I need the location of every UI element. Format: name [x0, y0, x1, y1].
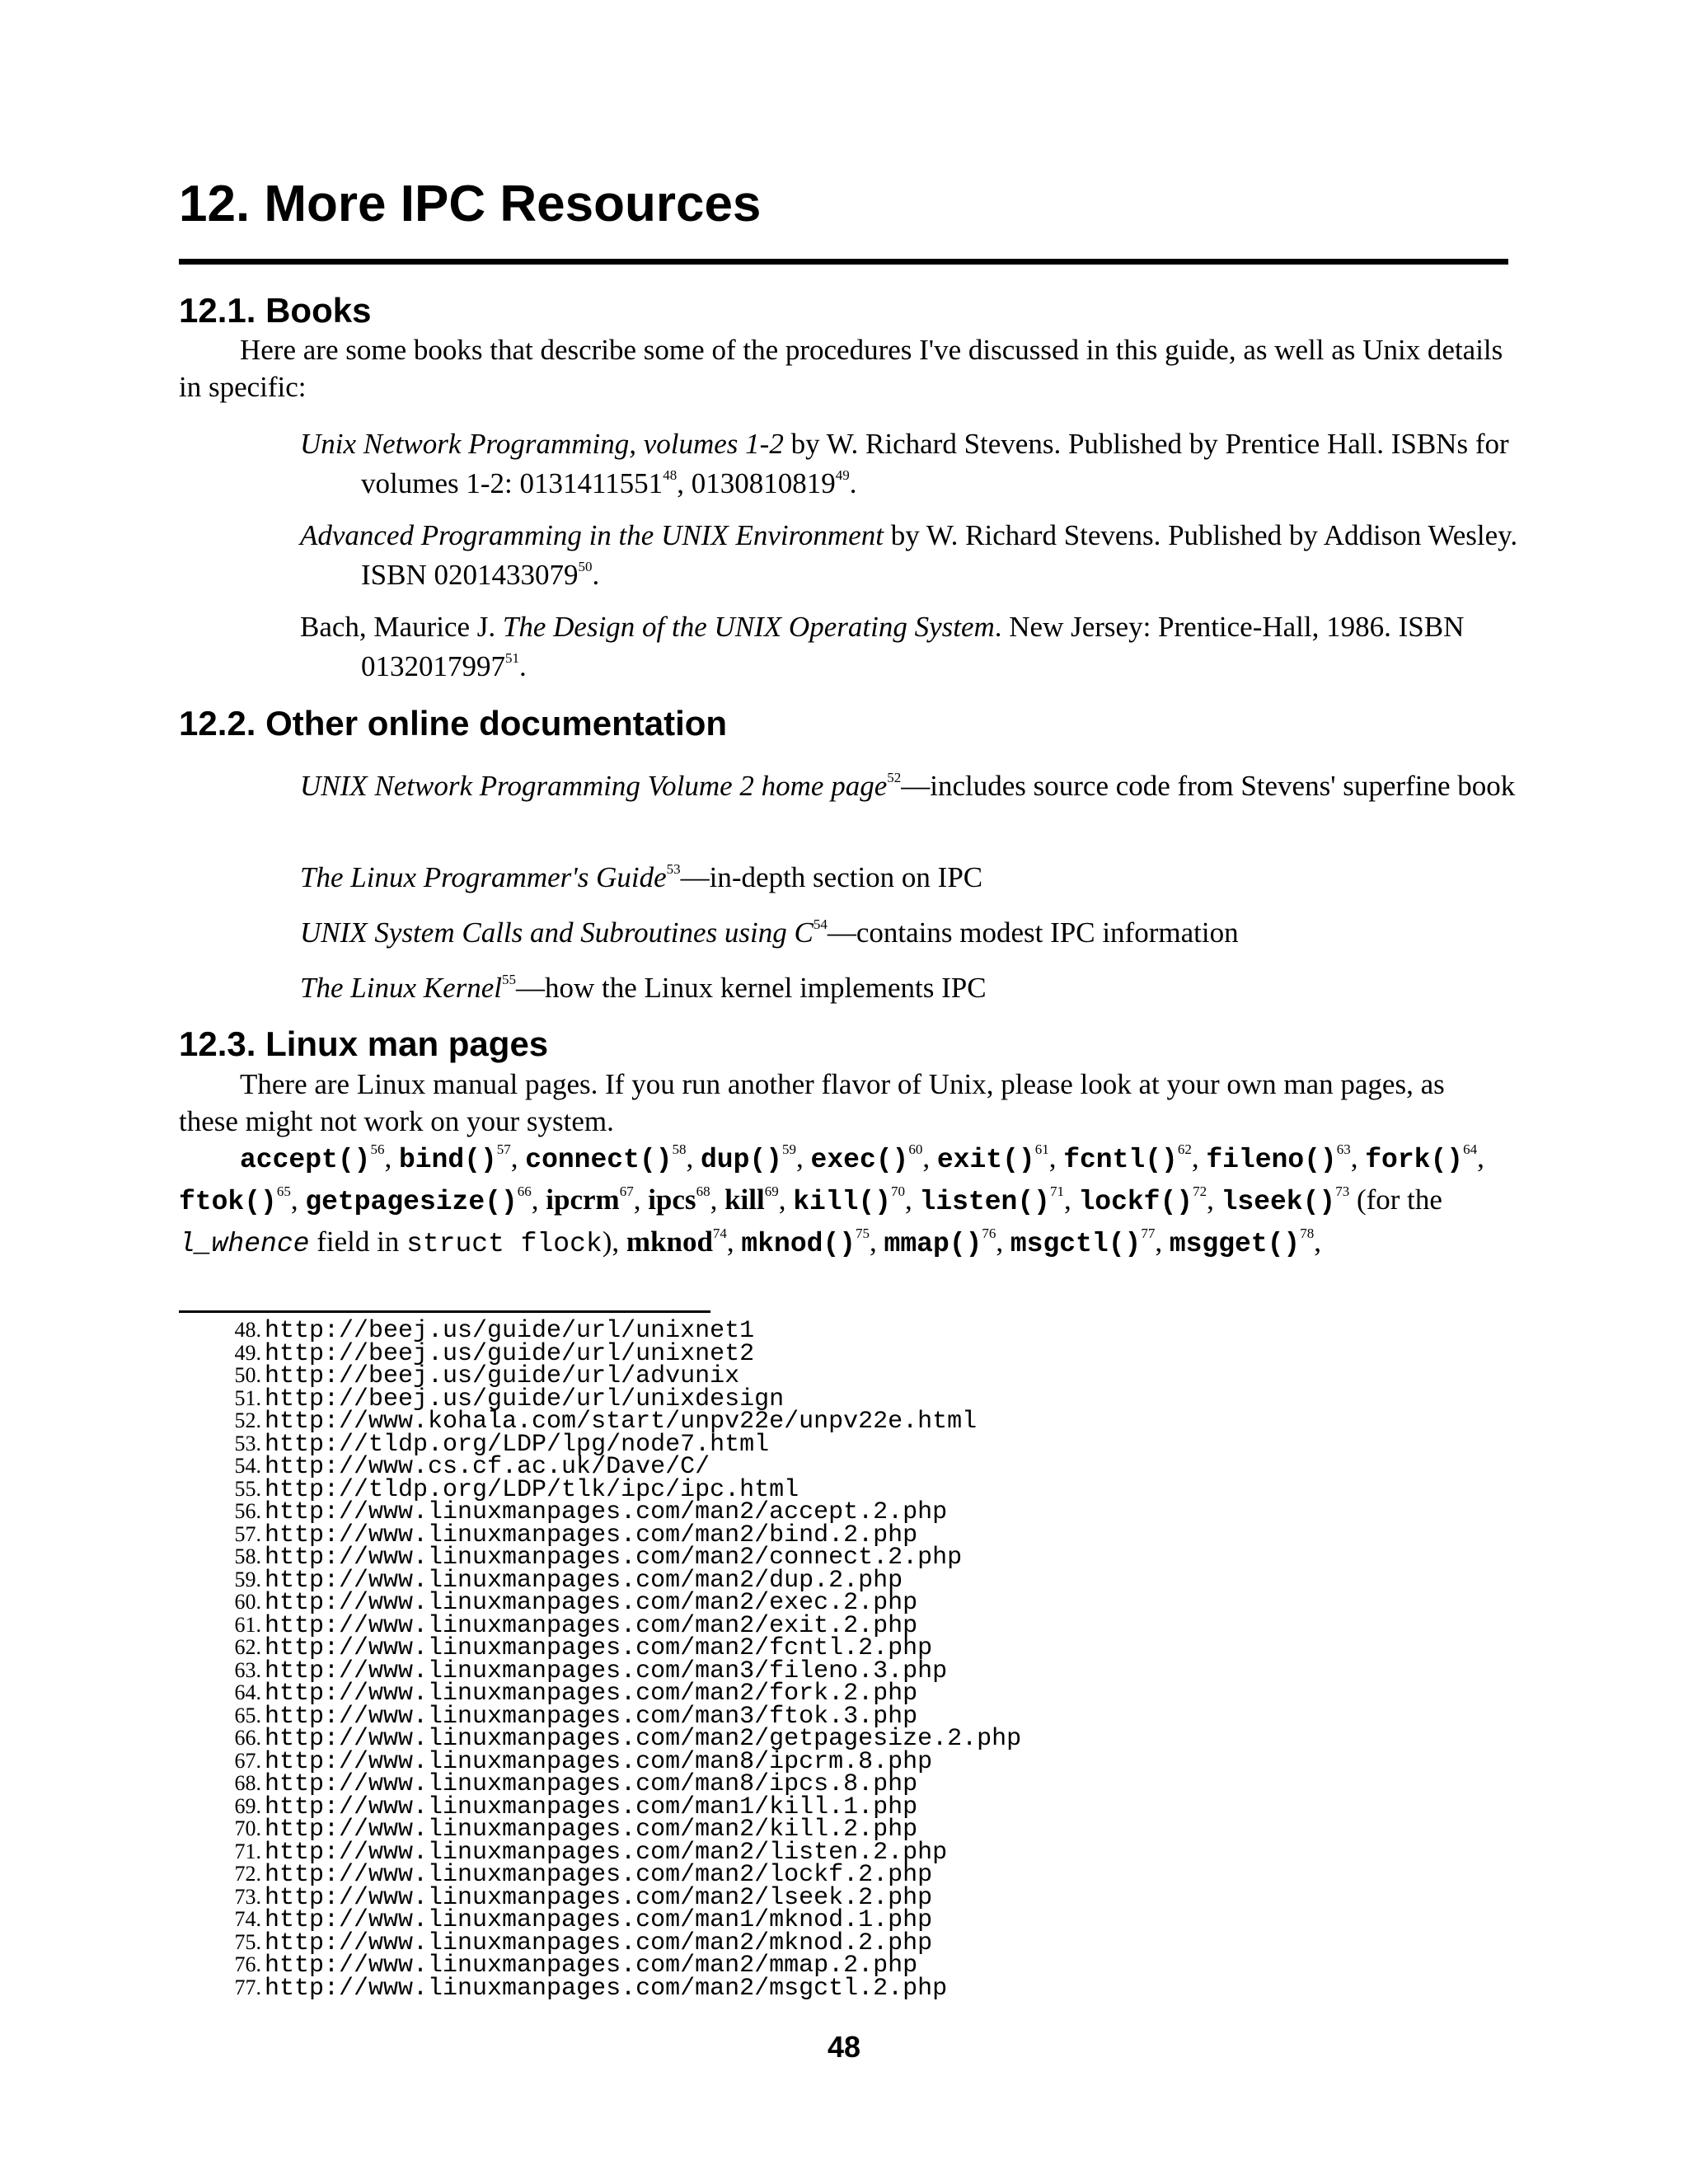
footnote-url[interactable]: http://beej.us/guide/url/unixnet1	[265, 1317, 755, 1345]
man-page-link[interactable]: fileno()	[1206, 1145, 1337, 1175]
footnote	[179, 1883, 1508, 1912]
online-doc-entry	[300, 766, 1569, 806]
book-title: Unix Network Programming, volumes 1-2	[300, 428, 784, 460]
footnote-ref[interactable]: 76	[982, 1226, 996, 1241]
footnote-number: 56.	[234, 1499, 261, 1523]
footnote-ref[interactable]: 59	[782, 1141, 797, 1157]
footnote-url[interactable]: http://www.linuxmanpages.com/man3/ftok.3.php	[265, 1702, 918, 1731]
footnote	[179, 1974, 1508, 2003]
footnote-number: 57.	[234, 1521, 261, 1546]
note-text: field in	[309, 1226, 407, 1258]
footnote-number: 48.	[234, 1318, 261, 1342]
footnote-url[interactable]: http://www.linuxmanpages.com/man2/msgctl.2.php	[265, 1974, 948, 2003]
footnote-ref[interactable]: 67	[619, 1183, 634, 1199]
footnote	[179, 1725, 1508, 1753]
footnote-ref[interactable]: 65	[276, 1183, 291, 1199]
footnote-number: 69.	[234, 1793, 261, 1818]
man-page-link[interactable]: listen()	[919, 1187, 1050, 1217]
footnote	[179, 1929, 1508, 1957]
footnote-ref[interactable]: 71	[1049, 1183, 1064, 1199]
man-page-link[interactable]: ftok()	[179, 1187, 277, 1217]
footnote-url[interactable]: http://www.kohala.com/start/unpv22e/unpv22e.html	[265, 1408, 978, 1436]
section-title-online-docs: 12.2. Other online documentation	[179, 704, 728, 743]
footnote-ref[interactable]: 52	[887, 770, 902, 785]
footnote	[179, 1339, 1508, 1368]
footnote-ref[interactable]: 73	[1335, 1183, 1350, 1199]
footnote-url[interactable]: http://tldp.org/LDP/lpg/node7.html	[265, 1430, 770, 1459]
book-details: .	[592, 559, 600, 591]
chapter-title: 12. More IPC Resources	[179, 176, 762, 232]
footnote	[179, 1680, 1508, 1708]
book-details: by W. Richard Stevens. Published by Addison Wesley. ISBN 0201433079	[361, 519, 1518, 591]
man-page-link[interactable]: bind()	[398, 1145, 497, 1175]
footnote-ref[interactable]: 53	[666, 861, 681, 877]
man-page-link[interactable]: mknod	[626, 1226, 713, 1258]
footnote-ref[interactable]: 56	[370, 1141, 385, 1157]
footnote-ref[interactable]: 51	[505, 650, 519, 666]
doc-title[interactable]: The Linux Kernel	[300, 972, 502, 1004]
footnote	[179, 1634, 1508, 1662]
footnote-ref[interactable]: 66	[517, 1183, 532, 1199]
footnote-number: 77.	[234, 1975, 261, 1999]
doc-title[interactable]: The Linux Programmer's Guide	[300, 861, 667, 893]
book-author: Bach, Maurice J.	[300, 611, 503, 643]
footnote	[179, 1544, 1508, 1572]
footnote-url[interactable]: http://www.linuxmanpages.com/man8/ipcrm.8.php	[265, 1747, 933, 1776]
footnote-url[interactable]: http://www.cs.cf.ac.uk/Dave/C/	[265, 1453, 710, 1481]
footnote	[179, 1611, 1508, 1640]
footnote-number: 74.	[234, 1907, 261, 1931]
footnote-url[interactable]: http://www.linuxmanpages.com/man2/exit.2.php	[265, 1611, 918, 1640]
footnote-url[interactable]: http://www.linuxmanpages.com/man2/mmap.2.php	[265, 1952, 918, 1980]
footnote	[179, 1498, 1508, 1526]
man-page-link[interactable]: ipcrm	[546, 1183, 620, 1216]
footnote-url[interactable]: http://beej.us/guide/url/unixdesign	[265, 1385, 785, 1413]
man-page-link[interactable]: msgctl()	[1010, 1229, 1142, 1259]
footnote-ref[interactable]: 54	[813, 916, 828, 932]
footnote-ref[interactable]: 64	[1463, 1141, 1478, 1157]
footnote-url[interactable]: http://www.linuxmanpages.com/man8/ipcs.8.php	[265, 1770, 918, 1798]
footnote-url[interactable]: http://www.linuxmanpages.com/man2/getpagesize.2.php	[265, 1725, 1022, 1753]
footnote-number: 75.	[234, 1929, 261, 1954]
chapter-title-rule	[179, 259, 1508, 265]
section-title-books: 12.1. Books	[179, 291, 372, 330]
footnote	[179, 1702, 1508, 1731]
footnote	[179, 1906, 1508, 1934]
man-page-link[interactable]: accept()	[240, 1145, 371, 1175]
footnote-ref[interactable]: 74	[712, 1226, 727, 1241]
footnote-number: 52.	[234, 1408, 261, 1432]
man-page-link[interactable]: mmap()	[884, 1229, 982, 1259]
footnote-number: 68.	[234, 1771, 261, 1795]
footnote-number: 55.	[234, 1476, 261, 1501]
man-page-link[interactable]: lockf()	[1078, 1187, 1193, 1217]
footnote-ref[interactable]: 58	[672, 1141, 687, 1157]
doc-title[interactable]: UNIX Network Programming Volume 2 home page	[300, 770, 888, 802]
footnote-number: 62.	[234, 1635, 261, 1659]
footnote-number: 71.	[234, 1839, 261, 1863]
footnote-url[interactable]: http://www.linuxmanpages.com/man2/accept.2.php	[265, 1498, 948, 1526]
book-entry	[300, 516, 1569, 595]
footnote-number: 60.	[234, 1590, 261, 1614]
section-title-man-pages: 12.3. Linux man pages	[179, 1024, 549, 1063]
footnote	[179, 1589, 1508, 1617]
man-page-link[interactable]: exec()	[810, 1145, 909, 1175]
footnote-number: 61.	[234, 1612, 261, 1637]
footnote-ref[interactable]: 62	[1177, 1141, 1192, 1157]
book-details: . New Jersey: Prentice-Hall, 1986. ISBN 0132017997	[361, 611, 1465, 682]
man-page-link[interactable]: fcntl()	[1063, 1145, 1178, 1175]
footnote-number: 50.	[234, 1363, 261, 1387]
footnote-number: 51.	[234, 1385, 261, 1410]
footnote-number: 49.	[234, 1340, 261, 1365]
footnote-number: 63.	[234, 1657, 261, 1682]
footnote-url[interactable]: http://www.linuxmanpages.com/man2/lseek.2.php	[265, 1883, 933, 1912]
footnote-url[interactable]: http://www.linuxmanpages.com/man2/fork.2.php	[265, 1680, 918, 1708]
footnote-number: 72.	[234, 1862, 261, 1886]
footnote-ref[interactable]: 60	[908, 1141, 923, 1157]
footnote	[179, 1657, 1508, 1685]
footnote-ref[interactable]: 61	[1034, 1141, 1049, 1157]
footnote-number: 58.	[234, 1544, 261, 1568]
footnote-ref[interactable]: 68	[696, 1183, 710, 1199]
footnote-ref[interactable]: 50	[578, 559, 593, 574]
footnote-number: 67.	[234, 1748, 261, 1773]
footnote-number: 53.	[234, 1431, 261, 1455]
man-page-link[interactable]: lseek()	[1221, 1187, 1336, 1217]
footnote-url[interactable]: http://www.linuxmanpages.com/man3/fileno.3.php	[265, 1657, 948, 1685]
online-doc-entry	[300, 968, 1569, 1008]
footnote-ref[interactable]: 78	[1300, 1226, 1315, 1241]
book-details: by W. Richard Stevens. Published by Prentice Hall. ISBNs for volumes 1-2: 0131411551	[361, 428, 1509, 499]
online-doc-entry	[300, 858, 1569, 898]
footnote-url[interactable]: http://tldp.org/LDP/tlk/ipc/ipc.html	[265, 1475, 799, 1504]
footnote	[179, 1747, 1508, 1776]
books-intro: Here are some books that describe some of the procedures I've discussed in this guide, as well as Unix details in specific:	[179, 334, 1503, 403]
footnote	[179, 1408, 1508, 1436]
man-page-list: accept()$^{56}$, bind()$^{57}$, connect()$^{58}$, dup()$^{59}$, exec()$^{60}$, exit()$^{61}$, fcntl()$^{62}$, fileno()$^{63}$, fork()$^{64}$, ftok()$^{65}$, getpagesize()$^{66}$, ipcrm$^{67}$, ipcs$^{68}$, kill$^{69}$, kill()$^{70}$, listen()$^{71}$, lockf()$^{72}$, lseek()$^{73}$ (for the l_whence field in struct flock), mknod$^{74}$, mknod()$^{75}$, mmap()$^{76}$, msgctl()$^{77}$, msgget()$^{78}$,	[179, 1141, 1484, 1259]
doc-description: —in-depth section on IPC	[680, 861, 983, 893]
doc-description: —how the Linux kernel implements IPC	[515, 972, 987, 1004]
man-page-link[interactable]: kill()	[793, 1187, 892, 1217]
man-page-link[interactable]: msgget()	[1169, 1229, 1301, 1259]
footnote-url[interactable]: http://www.linuxmanpages.com/man2/kill.2.php	[265, 1816, 918, 1844]
footnote-ref[interactable]: 57	[496, 1141, 511, 1157]
footnote-number: 70.	[234, 1816, 261, 1840]
book-title: The Design of the UNIX Operating System	[502, 611, 995, 643]
footnote-ref[interactable]: 49	[835, 467, 850, 483]
footnote	[179, 1838, 1508, 1867]
footnote-url[interactable]: http://www.linuxmanpages.com/man2/exec.2.php	[265, 1589, 918, 1617]
book-details: .	[849, 467, 857, 499]
book-entry	[300, 424, 1569, 504]
footnote-number: 59.	[234, 1567, 261, 1591]
footnote	[179, 1861, 1508, 1889]
man-page-link[interactable]: fork()	[1365, 1145, 1464, 1175]
man-page-link[interactable]: mknod()	[741, 1229, 856, 1259]
man-page-link[interactable]: connect()	[525, 1145, 673, 1175]
footnote-separator	[179, 1310, 710, 1313]
footnote-list	[179, 1317, 1508, 2003]
footnote	[179, 1475, 1508, 1504]
footnote	[179, 1793, 1508, 1821]
book-details: .	[519, 650, 527, 682]
footnote	[179, 1816, 1508, 1844]
footnote-ref[interactable]: 55	[501, 972, 516, 987]
man-page-link[interactable]: ipcs	[648, 1183, 696, 1216]
footnote-url[interactable]: http://www.linuxmanpages.com/man2/bind.2.php	[265, 1521, 918, 1549]
footnote-ref[interactable]: 75	[856, 1226, 870, 1241]
footnote	[179, 1521, 1508, 1549]
doc-description: —contains modest IPC information	[827, 916, 1239, 949]
doc-description: —includes source code from Stevens' superfine book	[901, 770, 1516, 802]
footnote-ref[interactable]: 77	[1141, 1226, 1156, 1241]
footnote	[179, 1317, 1508, 1345]
footnote-number: 66.	[234, 1726, 261, 1750]
footnote-url[interactable]: http://beej.us/guide/url/advunix	[265, 1362, 740, 1390]
man-page-link[interactable]: getpagesize()	[305, 1187, 518, 1217]
man-page-link[interactable]: dup()	[701, 1145, 783, 1175]
field-name: l_whence	[179, 1229, 310, 1259]
doc-title[interactable]: UNIX System Calls and Subroutines using C	[300, 916, 814, 949]
footnote-number: 73.	[234, 1884, 261, 1909]
footnote	[179, 1770, 1508, 1798]
footnote-url[interactable]: http://www.linuxmanpages.com/man2/connect.2.php	[265, 1544, 963, 1572]
page-number: 48	[827, 2030, 861, 2064]
footnote-url[interactable]: http://www.linuxmanpages.com/man2/lockf.2.php	[265, 1861, 933, 1889]
online-doc-entry	[300, 913, 1569, 953]
footnote	[179, 1453, 1508, 1481]
footnote-ref[interactable]: 48	[663, 467, 678, 483]
footnote-url[interactable]: http://beej.us/guide/url/unixnet2	[265, 1339, 755, 1368]
footnote	[179, 1362, 1508, 1390]
footnote-number: 76.	[234, 1952, 261, 1976]
man-pages-intro: There are Linux manual pages. If you run another flavor of Unix, please look at your own man pages, as these might not work on your system.	[179, 1068, 1445, 1137]
footnote-ref[interactable]: 69	[764, 1183, 779, 1199]
footnote	[179, 1952, 1508, 1980]
footnote-url[interactable]: http://www.linuxmanpages.com/man2/fcntl.2.php	[265, 1634, 933, 1662]
footnote-number: 64.	[234, 1680, 261, 1704]
book-details: , 0130810819	[677, 467, 836, 499]
footnote-url[interactable]: http://www.linuxmanpages.com/man1/kill.1.php	[265, 1793, 918, 1821]
book-entry	[300, 607, 1569, 687]
man-page-link[interactable]: exit()	[936, 1145, 1035, 1175]
footnote-url[interactable]: http://www.linuxmanpages.com/man2/listen.2.php	[265, 1838, 948, 1867]
footnote-url[interactable]: http://www.linuxmanpages.com/man2/mknod.2.php	[265, 1929, 933, 1957]
man-page-link[interactable]: kill	[724, 1183, 765, 1216]
footnote-ref[interactable]: 63	[1336, 1141, 1351, 1157]
book-title: Advanced Programming in the UNIX Environment	[300, 519, 884, 551]
footnote	[179, 1566, 1508, 1595]
struct-name: struct flock	[406, 1229, 603, 1259]
note-text: (for the	[1349, 1183, 1442, 1216]
footnote-ref[interactable]: 72	[1193, 1183, 1207, 1199]
footnote-number: 65.	[234, 1703, 261, 1727]
footnote-url[interactable]: http://www.linuxmanpages.com/man2/dup.2.php	[265, 1566, 903, 1595]
footnote-url[interactable]: http://www.linuxmanpages.com/man1/mknod.1.php	[265, 1906, 933, 1934]
footnote-ref[interactable]: 70	[891, 1183, 906, 1199]
footnote	[179, 1385, 1508, 1413]
note-text: )	[602, 1226, 612, 1258]
footnote-number: 54.	[234, 1454, 261, 1478]
